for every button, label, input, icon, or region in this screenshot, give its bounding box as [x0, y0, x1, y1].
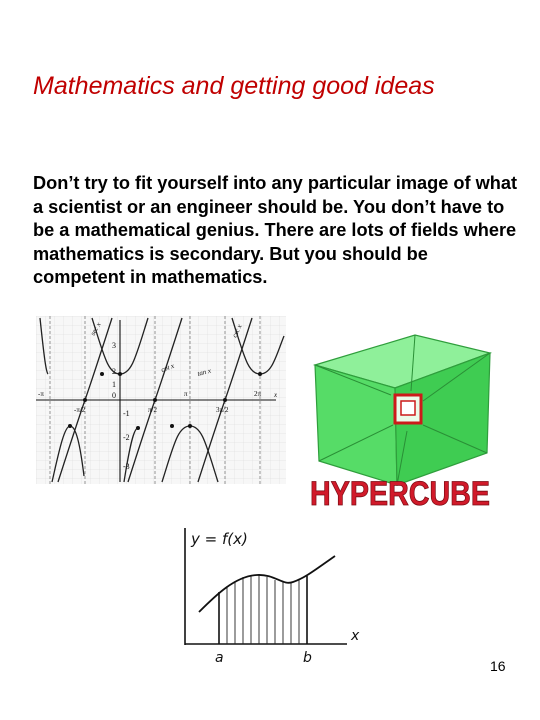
- page-number: 16: [490, 658, 506, 674]
- x-tick-label: -π: [38, 390, 44, 398]
- trig-functions-figure: [36, 316, 286, 484]
- curve-label: sec x: [88, 321, 103, 337]
- slide-paragraph: Don’t try to fit yourself into any particular image of what a scientist or an engineer should be. You don’t have to be a mathematical genius. There are lots of fields where mathematics is secondary. But you should be competent in mathematics.: [33, 173, 518, 288]
- y-tick-label: -2: [123, 433, 130, 442]
- y-tick-label: 3: [112, 341, 116, 350]
- x-tick-label: 3π/2: [216, 406, 229, 414]
- y-tick-label: -1: [123, 409, 130, 418]
- y-tick-label: -3: [123, 462, 130, 471]
- upper-limit-label: b: [303, 650, 312, 666]
- curve-label: tan x: [196, 366, 212, 378]
- y-tick-label: 1: [112, 380, 116, 389]
- x-tick-label: π/2: [148, 406, 157, 414]
- function-label: y = f(x): [191, 530, 248, 548]
- x-axis-label: x: [351, 628, 360, 644]
- lower-limit-label: a: [215, 650, 224, 666]
- slide-title: Mathematics and getting good ideas: [33, 72, 435, 100]
- x-tick-label: 2π: [254, 390, 262, 398]
- curve-label: cot x: [159, 361, 176, 374]
- hypercube-figure: [305, 333, 495, 515]
- y-tick-label: 2: [112, 367, 116, 376]
- hypercube-caption: HYPERCUBE: [310, 475, 490, 513]
- x-tick-label: π: [184, 390, 188, 398]
- y-tick-label: 0: [112, 391, 116, 400]
- integral-figure: [175, 520, 365, 665]
- curve-label: csc x: [230, 322, 244, 339]
- x-axis-label: x: [274, 391, 278, 399]
- x-tick-label: -π/2: [74, 406, 86, 414]
